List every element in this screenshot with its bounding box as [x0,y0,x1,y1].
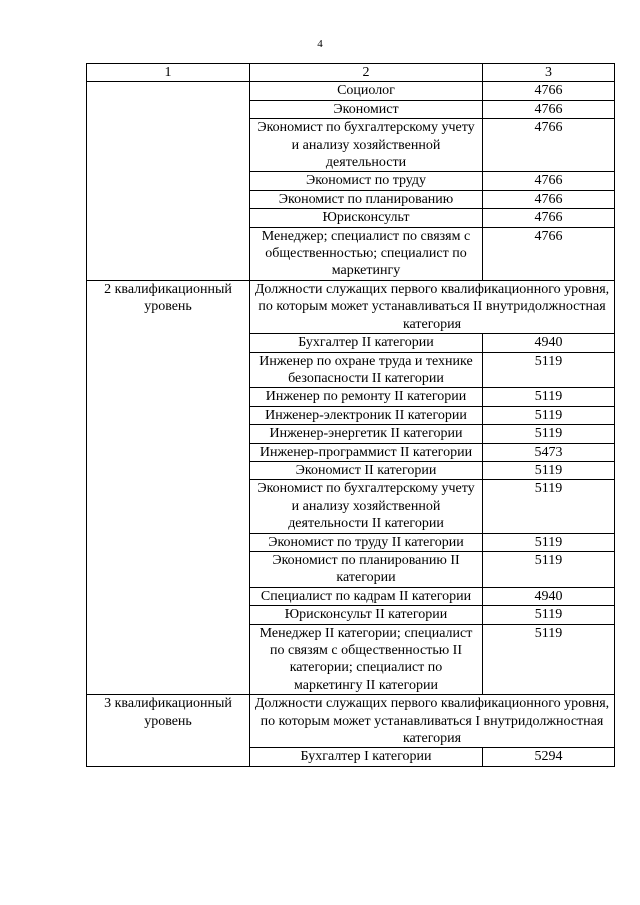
salary-value: 4940 [483,587,615,605]
position-title: Специалист по кадрам II категории [250,587,483,605]
header-col-1: 1 [87,64,250,82]
salary-value: 4766 [483,119,615,172]
table-header-row [87,64,615,82]
position-title: Инженер-программист II категории [250,443,483,461]
group-note-row [87,695,615,748]
group-note-row [87,280,615,333]
salary-value: 5119 [483,624,615,695]
salary-value: 5119 [483,425,615,443]
qualification-level-cell: 2 квалификационный уровень [87,280,250,694]
position-title: Юрисконсульт II категории [250,606,483,624]
position-title: Экономист по планированию [250,190,483,208]
salary-value: 5473 [483,443,615,461]
salary-value: 5119 [483,406,615,424]
position-title: Менеджер II категории; специалист по связям с общественностью II категории; специалист по маркетингу II категории [250,624,483,695]
position-title: Экономист по планированию II категории [250,551,483,587]
salary-value: 4940 [483,334,615,352]
position-title: Бухгалтер I категории [250,748,483,766]
salary-value: 5119 [483,461,615,479]
salary-value: 5119 [483,388,615,406]
position-title: Юрисконсульт [250,209,483,227]
salary-value: 5119 [483,533,615,551]
salary-value: 4766 [483,82,615,100]
header-col-3: 3 [483,64,615,82]
position-title: Менеджер; специалист по связям с общественностью; специалист по маркетингу [250,227,483,280]
group-note: Должности служащих первого квалификационного уровня, по которым может устанавливаться I внутридолжностная категория [250,695,615,748]
position-title: Инженер-энергетик II категории [250,425,483,443]
position-title: Экономист по труду II категории [250,533,483,551]
position-title: Экономист по бухгалтерскому учету и анализу хозяйственной деятельности [250,119,483,172]
header-col-2: 2 [250,64,483,82]
salary-value: 4766 [483,209,615,227]
position-title: Социолог [250,82,483,100]
salary-value: 5294 [483,748,615,766]
position-title: Экономист [250,100,483,118]
salary-value: 4766 [483,190,615,208]
position-title: Инженер по ремонту II категории [250,388,483,406]
position-title: Инженер-электроник II категории [250,406,483,424]
qualification-level-cell: 3 квалификационный уровень [87,695,250,767]
position-title: Экономист по труду [250,172,483,190]
salary-value: 4766 [483,172,615,190]
position-title: Инженер по охране труда и технике безопасности II категории [250,352,483,388]
salary-value: 5119 [483,551,615,587]
table-row [87,82,615,100]
salary-table [86,63,615,767]
salary-value: 5119 [483,352,615,388]
salary-value: 4766 [483,100,615,118]
position-title: Экономист II категории [250,461,483,479]
position-title: Экономист по бухгалтерскому учету и анализу хозяйственной деятельности II категории [250,480,483,533]
salary-value: 5119 [483,480,615,533]
salary-value: 5119 [483,606,615,624]
salary-value: 4766 [483,227,615,280]
page-number: 4 [317,38,323,50]
position-title: Бухгалтер II категории [250,334,483,352]
qualification-level-cell [87,82,250,280]
group-note: Должности служащих первого квалификационного уровня, по которым может устанавливаться II внутридолжностная категория [250,280,615,333]
